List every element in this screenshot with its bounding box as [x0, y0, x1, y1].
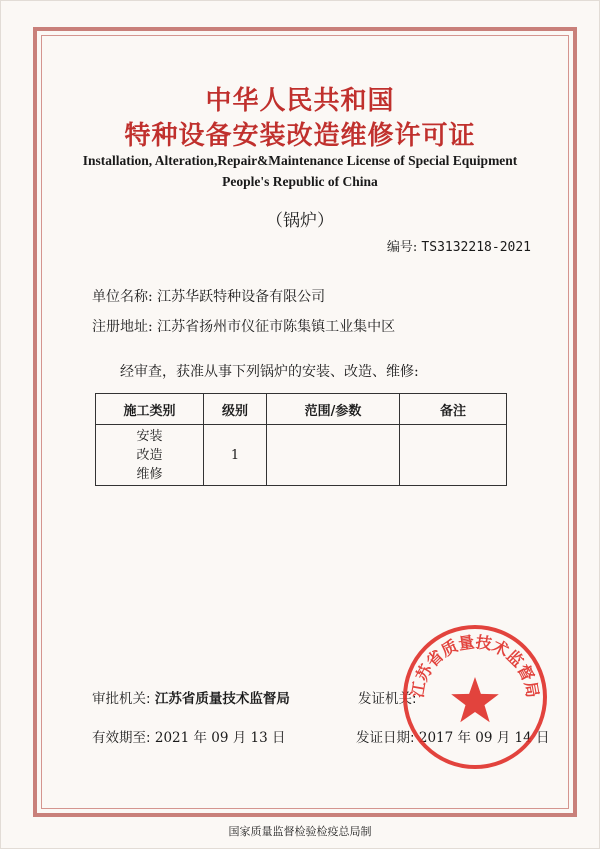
title-license: 特种设备安装改造维修许可证 [124, 121, 476, 151]
category-install: 安装 [136, 428, 163, 444]
category-cell [96, 425, 204, 486]
seal-text-path: 江苏省质量技术监督局 [407, 632, 543, 700]
seal-star-icon [451, 677, 499, 722]
header-level: 级别 [204, 394, 267, 425]
title-english: Installation, Alteration,Repair&Maintenance License of Special Equipment [82, 153, 518, 168]
valid-until-date: 2021 年 09 月 13 日 [154, 730, 286, 746]
company-name-row [92, 286, 325, 306]
header-range: 范围/参数 [267, 394, 400, 425]
issuer-label: 发证机关: [358, 691, 417, 707]
title-english-country: People's Republic of China [222, 174, 378, 189]
range-cell [267, 425, 400, 486]
category-repair: 维修 [136, 466, 163, 482]
table-header-row [96, 394, 507, 425]
certificate-number [387, 236, 531, 255]
approver-row [92, 687, 290, 707]
certificate-number-label: 编号: [386, 240, 418, 255]
header-remark: 备注 [400, 394, 507, 425]
remark-cell [400, 425, 507, 486]
valid-until-row [92, 726, 286, 746]
table-row [96, 425, 507, 486]
address-value: 江苏省扬州市仪征市陈集镇工业集中区 [157, 319, 396, 335]
category-alteration: 改造 [136, 447, 163, 463]
certificate-number-value: TS3132218-2021 [421, 240, 531, 255]
equipment-type: （锅炉） [266, 211, 334, 231]
official-seal-icon [400, 622, 550, 772]
level-cell: 1 [204, 425, 267, 486]
valid-until-label: 有效期至: [92, 730, 151, 746]
issuing-authority-footer: 国家质量监督检验检疫总局制 [228, 825, 372, 838]
approver-label: 审批机关: [92, 691, 151, 707]
approval-statement: 经审查，获准从事下列锅炉的安装、改造、维修: [120, 364, 419, 380]
company-name: 江苏华跃特种设备有限公司 [157, 289, 326, 305]
address-label: 注册地址: [92, 319, 153, 335]
issue-date: 2017 年 09 月 14 日 [418, 730, 550, 746]
approver-value: 江苏省质量技术监督局 [154, 691, 290, 707]
header-category: 施工类别 [96, 394, 204, 425]
title-country: 中华人民共和国 [205, 86, 395, 116]
issue-date-label: 发证日期: [356, 730, 415, 746]
company-name-label: 单位名称: [92, 289, 153, 305]
scope-table [95, 393, 507, 486]
address-row [92, 316, 395, 336]
